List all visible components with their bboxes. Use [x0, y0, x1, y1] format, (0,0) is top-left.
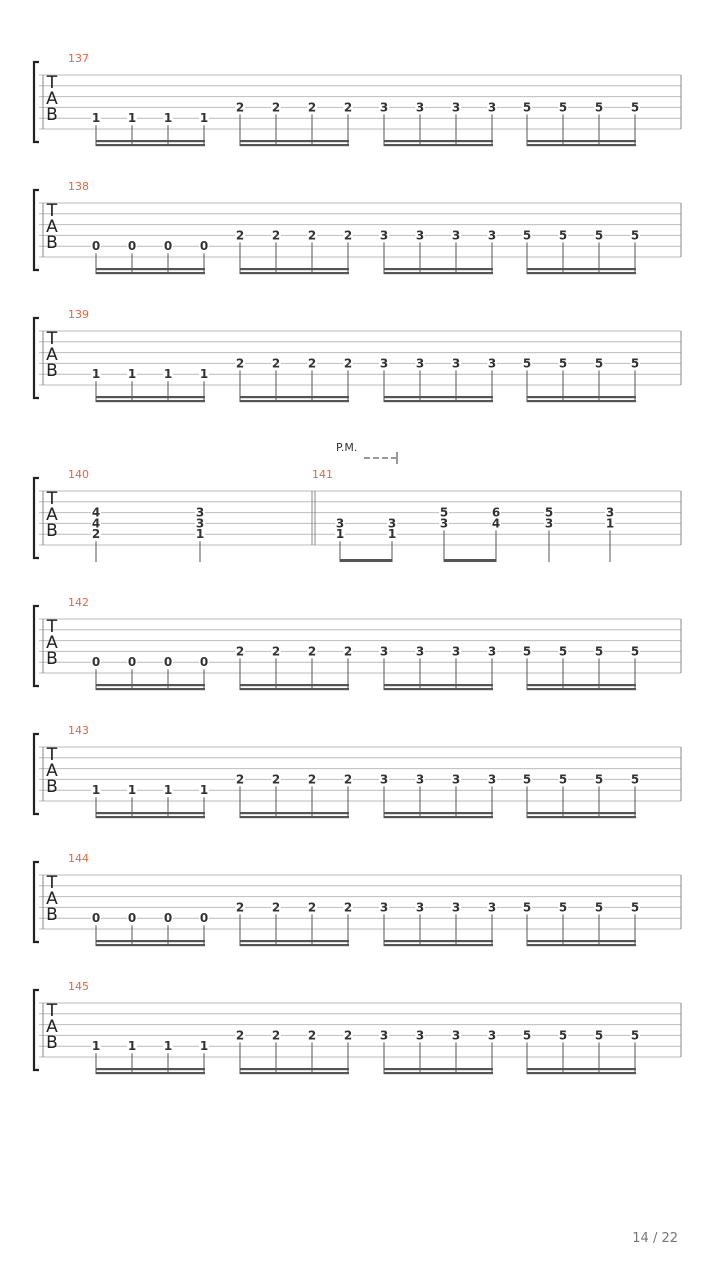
beam — [444, 559, 496, 562]
fret-number: 1 — [91, 367, 101, 382]
fret-number: 3 — [487, 900, 497, 915]
tab-clef-letter: T — [46, 617, 58, 637]
fret-number: 0 — [199, 239, 209, 254]
fret-number: 2 — [343, 900, 353, 915]
fret-number: 3 — [544, 516, 554, 531]
fret-number: 5 — [558, 772, 568, 787]
tab-clef-letter: A — [46, 89, 58, 109]
fret-number: 5 — [439, 505, 449, 520]
tab-system-145 — [34, 990, 681, 1074]
fret-number: 2 — [271, 100, 281, 115]
beam-secondary — [384, 140, 493, 142]
beam-secondary — [240, 684, 349, 686]
fret-number: 6 — [491, 505, 501, 520]
tab-clef-letter: A — [46, 1017, 58, 1037]
beam-primary — [240, 400, 349, 402]
system-bracket — [34, 990, 39, 1070]
fret-number: 1 — [199, 783, 209, 798]
fret-number: 5 — [522, 228, 532, 243]
fret-number: 3 — [451, 772, 461, 787]
fret-number: 2 — [343, 1028, 353, 1043]
fret-number: 0 — [127, 911, 137, 926]
fret-number: 3 — [415, 356, 425, 371]
beam-secondary — [527, 812, 636, 814]
tab-clef-letter: B — [46, 105, 58, 125]
measure-number: 145 — [68, 980, 89, 993]
fret-number: 1 — [91, 1039, 101, 1054]
fret-number: 2 — [307, 1028, 317, 1043]
fret-number: 5 — [544, 505, 554, 520]
fret-number: 0 — [163, 911, 173, 926]
tab-clef-letter: T — [46, 73, 58, 93]
fret-number: 3 — [487, 644, 497, 659]
fret-number: 1 — [127, 1039, 137, 1054]
fret-number: 5 — [630, 772, 640, 787]
beam-secondary — [96, 268, 205, 270]
measure-number: 138 — [68, 180, 89, 193]
beam-secondary — [527, 396, 636, 398]
fret-number: 1 — [91, 111, 101, 126]
fret-number: 1 — [91, 783, 101, 798]
tab-clef-letter: B — [46, 521, 58, 541]
tab-system-137 — [34, 62, 681, 146]
beam-primary — [240, 272, 349, 274]
fret-number: 3 — [439, 516, 449, 531]
fret-number: 5 — [594, 644, 604, 659]
tab-clef-letter: B — [46, 1033, 58, 1053]
fret-number: 2 — [343, 100, 353, 115]
fret-number: 2 — [271, 772, 281, 787]
beam-primary — [527, 400, 636, 402]
fret-number: 2 — [235, 772, 245, 787]
fret-number: 1 — [199, 1039, 209, 1054]
palm-mute-label: P.M. — [336, 441, 358, 454]
fret-number: 2 — [307, 228, 317, 243]
fret-number: 2 — [91, 527, 101, 542]
fret-number: 5 — [522, 100, 532, 115]
tab-clef-letter: A — [46, 761, 58, 781]
fret-number: 5 — [594, 900, 604, 915]
tab-clef-letter: A — [46, 633, 58, 653]
beam-secondary — [384, 812, 493, 814]
fret-number: 5 — [630, 1028, 640, 1043]
beam-secondary — [96, 396, 205, 398]
tab-clef-letter: B — [46, 233, 58, 253]
tab-system-140 — [34, 452, 681, 562]
fret-number: 4 — [491, 516, 501, 531]
fret-number: 3 — [379, 1028, 389, 1043]
fret-number: 5 — [522, 1028, 532, 1043]
beam-secondary — [240, 396, 349, 398]
fret-number: 0 — [91, 239, 101, 254]
fret-number: 5 — [522, 900, 532, 915]
beam-secondary — [527, 1068, 636, 1070]
tab-clef-letter: A — [46, 217, 58, 237]
beam-secondary — [384, 396, 493, 398]
tab-clef-letter: T — [46, 1001, 58, 1021]
fret-number: 2 — [235, 900, 245, 915]
beam-primary — [96, 144, 205, 146]
beam-primary — [527, 944, 636, 946]
fret-number: 3 — [487, 1028, 497, 1043]
fret-number: 5 — [630, 228, 640, 243]
fret-number: 3 — [487, 356, 497, 371]
fret-number: 1 — [605, 516, 615, 531]
fret-number: 1 — [163, 367, 173, 382]
measure-number: 144 — [68, 852, 89, 865]
fret-number: 5 — [558, 100, 568, 115]
fret-number: 2 — [235, 644, 245, 659]
system-bracket — [34, 190, 39, 270]
tab-clef-letter: B — [46, 905, 58, 925]
tab-clef-letter: T — [46, 489, 58, 509]
fret-number: 3 — [379, 644, 389, 659]
fret-number: 1 — [387, 527, 397, 542]
fret-number: 3 — [379, 228, 389, 243]
fret-number: 1 — [127, 783, 137, 798]
beam-secondary — [96, 140, 205, 142]
fret-number: 2 — [271, 900, 281, 915]
fret-number: 2 — [307, 356, 317, 371]
tab-system-144 — [34, 862, 681, 946]
tab-system-138 — [34, 190, 681, 274]
fret-number: 2 — [307, 644, 317, 659]
fret-number: 2 — [271, 228, 281, 243]
fret-number: 0 — [127, 655, 137, 670]
fret-number: 2 — [307, 900, 317, 915]
tab-clef-letter: B — [46, 649, 58, 669]
fret-number: 3 — [415, 900, 425, 915]
system-bracket — [34, 318, 39, 398]
fret-number: 2 — [271, 356, 281, 371]
system-bracket — [34, 862, 39, 942]
system-bracket — [34, 62, 39, 142]
fret-number: 3 — [379, 900, 389, 915]
fret-number: 2 — [271, 1028, 281, 1043]
beam-secondary — [527, 140, 636, 142]
fret-number: 0 — [91, 655, 101, 670]
fret-number: 3 — [195, 505, 205, 520]
measure-number: 140 — [68, 468, 89, 481]
fret-number: 2 — [343, 228, 353, 243]
fret-number: 3 — [379, 356, 389, 371]
fret-number: 3 — [415, 772, 425, 787]
beam-secondary — [240, 268, 349, 270]
beam-primary — [527, 272, 636, 274]
fret-number: 5 — [558, 1028, 568, 1043]
fret-number: 3 — [387, 516, 397, 531]
fret-number: 2 — [271, 644, 281, 659]
fret-number: 3 — [415, 644, 425, 659]
fret-number: 3 — [451, 100, 461, 115]
beam-secondary — [96, 684, 205, 686]
fret-number: 3 — [605, 505, 615, 520]
fret-number: 3 — [335, 516, 345, 531]
fret-number: 0 — [91, 911, 101, 926]
fret-number: 3 — [487, 772, 497, 787]
beam-primary — [384, 688, 493, 690]
fret-number: 1 — [127, 111, 137, 126]
fret-number: 2 — [343, 772, 353, 787]
fret-number: 3 — [415, 228, 425, 243]
fret-number: 4 — [91, 505, 101, 520]
fret-number: 5 — [630, 356, 640, 371]
beam-primary — [527, 1072, 636, 1074]
fret-number: 1 — [199, 111, 209, 126]
system-bracket — [34, 734, 39, 814]
beam-primary — [96, 400, 205, 402]
fret-number: 0 — [199, 655, 209, 670]
fret-number: 5 — [594, 100, 604, 115]
beam-secondary — [384, 684, 493, 686]
beam-primary — [384, 400, 493, 402]
beam-secondary — [96, 812, 205, 814]
fret-number: 5 — [558, 356, 568, 371]
measure-number: 139 — [68, 308, 89, 321]
measure-number: 141 — [312, 468, 333, 481]
beam-primary — [384, 816, 493, 818]
fret-number: 0 — [127, 239, 137, 254]
beam-primary — [240, 688, 349, 690]
beam-primary — [96, 272, 205, 274]
measure-number: 143 — [68, 724, 89, 737]
tab-clef-letter: T — [46, 329, 58, 349]
beam-secondary — [240, 1068, 349, 1070]
fret-number: 2 — [307, 772, 317, 787]
system-bracket — [34, 606, 39, 686]
beam-primary — [384, 144, 493, 146]
fret-number: 2 — [235, 356, 245, 371]
fret-number: 3 — [379, 772, 389, 787]
measure-number: 142 — [68, 596, 89, 609]
beam-primary — [384, 1072, 493, 1074]
fret-number: 3 — [451, 356, 461, 371]
fret-number: 5 — [594, 356, 604, 371]
fret-number: 3 — [195, 516, 205, 531]
beam-primary — [96, 688, 205, 690]
fret-number: 0 — [163, 655, 173, 670]
beam-secondary — [384, 940, 493, 942]
beam-secondary — [240, 940, 349, 942]
beam-primary — [384, 272, 493, 274]
fret-number: 1 — [163, 1039, 173, 1054]
fret-number: 0 — [199, 911, 209, 926]
fret-number: 2 — [235, 1028, 245, 1043]
beam-secondary — [96, 1068, 205, 1070]
beam-primary — [240, 1072, 349, 1074]
fret-number: 3 — [451, 1028, 461, 1043]
beam-primary — [96, 944, 205, 946]
beam-secondary — [527, 268, 636, 270]
fret-number: 0 — [163, 239, 173, 254]
tab-clef-letter: B — [46, 777, 58, 797]
beam-secondary — [240, 812, 349, 814]
fret-number: 5 — [558, 228, 568, 243]
measure-number: 137 — [68, 52, 89, 65]
beam-secondary — [384, 1068, 493, 1070]
system-bracket — [34, 478, 39, 558]
beam-primary — [240, 944, 349, 946]
fret-number: 5 — [594, 228, 604, 243]
fret-number: 5 — [522, 644, 532, 659]
tab-clef-letter: A — [46, 889, 58, 909]
tab-system-143 — [34, 734, 681, 818]
beam-primary — [240, 144, 349, 146]
beam-secondary — [527, 684, 636, 686]
fret-number: 3 — [415, 1028, 425, 1043]
fret-number: 5 — [558, 644, 568, 659]
fret-number: 5 — [594, 772, 604, 787]
fret-number: 3 — [379, 100, 389, 115]
fret-number: 3 — [415, 100, 425, 115]
fret-number: 1 — [195, 527, 205, 542]
fret-number: 2 — [343, 644, 353, 659]
beam-primary — [240, 816, 349, 818]
fret-number: 5 — [594, 1028, 604, 1043]
tab-system-142 — [34, 606, 681, 690]
fret-number: 5 — [522, 356, 532, 371]
tab-system-139 — [34, 318, 681, 402]
beam-primary — [96, 1072, 205, 1074]
fret-number: 5 — [630, 644, 640, 659]
fret-number: 3 — [487, 100, 497, 115]
fret-number: 1 — [199, 367, 209, 382]
fret-number: 5 — [630, 900, 640, 915]
fret-number: 2 — [307, 100, 317, 115]
fret-number: 1 — [163, 783, 173, 798]
tab-clef-letter: A — [46, 505, 58, 525]
fret-number: 5 — [630, 100, 640, 115]
fret-number: 3 — [451, 644, 461, 659]
fret-number: 2 — [343, 356, 353, 371]
page-indicator: 14 / 22 — [632, 1231, 678, 1246]
fret-number: 1 — [335, 527, 345, 542]
fret-number: 4 — [91, 516, 101, 531]
beam-secondary — [240, 140, 349, 142]
fret-number: 5 — [558, 900, 568, 915]
tab-clef-letter: T — [46, 745, 58, 765]
beam-primary — [527, 688, 636, 690]
beam — [340, 559, 392, 562]
fret-number: 1 — [163, 111, 173, 126]
beam-primary — [384, 944, 493, 946]
fret-number: 1 — [127, 367, 137, 382]
beam-primary — [527, 144, 636, 146]
beam-primary — [96, 816, 205, 818]
tab-clef-letter: B — [46, 361, 58, 381]
fret-number: 2 — [235, 228, 245, 243]
fret-number: 5 — [522, 772, 532, 787]
fret-number: 3 — [451, 228, 461, 243]
fret-number: 3 — [487, 228, 497, 243]
beam-primary — [527, 816, 636, 818]
fret-number: 2 — [235, 100, 245, 115]
beam-secondary — [96, 940, 205, 942]
beam-secondary — [384, 268, 493, 270]
tab-clef-letter: T — [46, 201, 58, 221]
fret-number: 3 — [451, 900, 461, 915]
tab-clef-letter: A — [46, 345, 58, 365]
beam-secondary — [527, 940, 636, 942]
tab-clef-letter: T — [46, 873, 58, 893]
